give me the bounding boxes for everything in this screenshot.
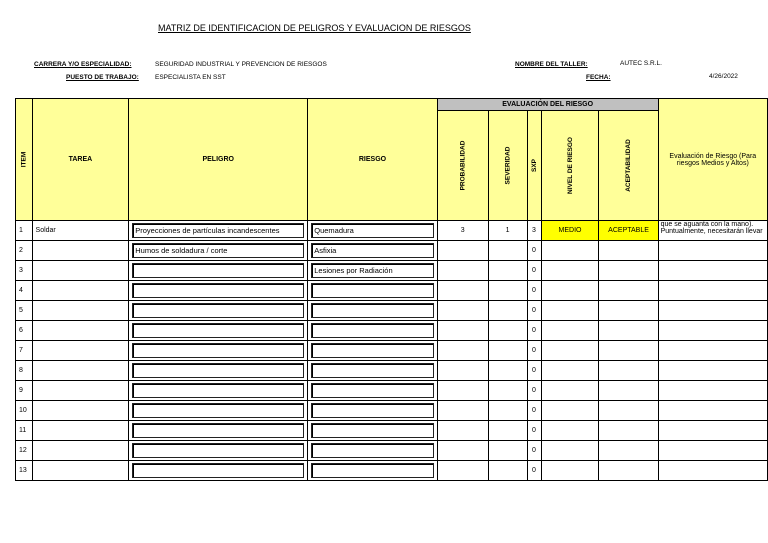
riesgo-cell — [308, 421, 437, 441]
tarea-cell[interactable] — [32, 421, 129, 441]
riesgo-cell — [308, 461, 437, 481]
severidad-cell[interactable] — [488, 381, 527, 401]
peligro-cell — [129, 461, 308, 481]
peligro-cell — [129, 301, 308, 321]
table-row — [16, 401, 768, 421]
peligro-cell — [129, 281, 308, 301]
probabilidad-cell[interactable]: 3 — [437, 221, 488, 241]
probabilidad-cell[interactable] — [437, 401, 488, 421]
workshop-value: AUTEC S.R.L. — [620, 60, 662, 67]
probabilidad-cell[interactable] — [437, 461, 488, 481]
riesgo-field[interactable] — [311, 403, 433, 418]
severidad-cell[interactable] — [488, 241, 527, 261]
riesgo-field[interactable] — [311, 283, 433, 298]
table-row — [16, 341, 768, 361]
item-number: 5 — [16, 301, 33, 321]
nivel-riesgo-cell — [541, 341, 599, 361]
peligro-cell — [129, 321, 308, 341]
riesgo-cell — [308, 441, 437, 461]
date-value: 4/26/2022 — [709, 73, 738, 80]
sxp-cell: 0 — [527, 361, 541, 381]
probabilidad-cell[interactable] — [437, 421, 488, 441]
riesgo-field[interactable]: Quemadura — [311, 223, 433, 238]
aceptabilidad-cell — [599, 281, 658, 301]
nivel-riesgo-cell — [541, 281, 599, 301]
riesgo-field[interactable] — [311, 383, 433, 398]
sxp-cell: 0 — [527, 301, 541, 321]
header-probabilidad: PROBABILIDAD — [437, 111, 488, 221]
date-label: FECHA: — [586, 74, 611, 81]
tarea-cell[interactable] — [32, 261, 129, 281]
post-label: PUESTO DE TRABAJO: — [66, 74, 139, 81]
severidad-cell[interactable] — [488, 301, 527, 321]
peligro-cell — [129, 221, 308, 241]
peligro-cell — [129, 401, 308, 421]
riesgo-field[interactable] — [311, 323, 433, 338]
evaluation-cell[interactable] — [658, 381, 767, 401]
sxp-cell: 0 — [527, 261, 541, 281]
tarea-cell[interactable]: Soldar — [32, 221, 129, 241]
item-number: 4 — [16, 281, 33, 301]
evaluation-cell[interactable]: que se aguanta con la mano). Puntualmente, necesitarán llevar — [658, 221, 767, 241]
severidad-cell[interactable] — [488, 461, 527, 481]
aceptabilidad-cell — [599, 421, 658, 441]
peligro-cell — [129, 341, 308, 361]
sxp-cell: 0 — [527, 421, 541, 441]
aceptabilidad-cell — [599, 381, 658, 401]
aceptabilidad-cell — [599, 261, 658, 281]
item-number: 13 — [16, 461, 33, 481]
tarea-cell[interactable] — [32, 321, 129, 341]
peligro-field[interactable] — [132, 443, 304, 458]
probabilidad-cell[interactable] — [437, 261, 488, 281]
tarea-cell[interactable] — [32, 461, 129, 481]
riesgo-field[interactable] — [311, 423, 433, 438]
sxp-cell: 0 — [527, 461, 541, 481]
peligro-field[interactable] — [132, 463, 304, 478]
item-number: 11 — [16, 421, 33, 441]
probabilidad-cell[interactable] — [437, 301, 488, 321]
table-row — [16, 321, 768, 341]
nivel-riesgo-cell — [541, 381, 599, 401]
peligro-cell — [129, 381, 308, 401]
table-row — [16, 221, 768, 241]
career-value: SEGURIDAD INDUSTRIAL Y PREVENCION DE RIESGOS — [155, 61, 327, 68]
riesgo-field[interactable] — [311, 463, 433, 478]
evaluation-cell[interactable] — [658, 241, 767, 261]
riesgo-field[interactable] — [311, 363, 433, 378]
header-item: ITEM — [16, 99, 33, 221]
riesgo-cell — [308, 221, 437, 241]
sxp-cell: 0 — [527, 341, 541, 361]
peligro-field[interactable] — [132, 423, 304, 438]
header-riesgo: RIESGO — [308, 99, 437, 221]
header-tarea: TAREA — [32, 99, 129, 221]
table-row — [16, 281, 768, 301]
table-row — [16, 381, 768, 401]
probabilidad-cell[interactable] — [437, 321, 488, 341]
header-row-group — [16, 99, 768, 111]
probabilidad-cell[interactable] — [437, 381, 488, 401]
riesgo-cell — [308, 241, 437, 261]
riesgo-field[interactable]: Lesiones por Radiación — [311, 263, 433, 278]
evaluation-cell[interactable] — [658, 421, 767, 441]
aceptabilidad-cell — [599, 341, 658, 361]
probabilidad-cell[interactable] — [437, 441, 488, 461]
workshop-label: NOMBRE DEL TALLER: — [515, 61, 588, 68]
item-number: 8 — [16, 361, 33, 381]
nivel-riesgo-cell — [541, 441, 599, 461]
nivel-riesgo-cell — [541, 421, 599, 441]
aceptabilidad-cell — [599, 241, 658, 261]
riesgo-field[interactable] — [311, 443, 433, 458]
riesgo-field[interactable] — [311, 303, 433, 318]
severidad-cell[interactable] — [488, 441, 527, 461]
item-number: 3 — [16, 261, 33, 281]
peligro-field[interactable] — [132, 263, 304, 278]
severidad-cell[interactable] — [488, 321, 527, 341]
item-number: 2 — [16, 241, 33, 261]
aceptabilidad-cell — [599, 401, 658, 421]
nivel-riesgo-cell — [541, 301, 599, 321]
header-severidad: SEVERIDAD — [488, 111, 527, 221]
evaluation-cell[interactable] — [658, 441, 767, 461]
riesgo-cell — [308, 381, 437, 401]
evaluation-cell[interactable] — [658, 281, 767, 301]
riesgo-cell — [308, 341, 437, 361]
item-number: 7 — [16, 341, 33, 361]
evaluation-cell[interactable] — [658, 461, 767, 481]
table-row — [16, 241, 768, 261]
riesgo-cell — [308, 281, 437, 301]
riesgo-cell — [308, 361, 437, 381]
sxp-cell: 0 — [527, 281, 541, 301]
peligro-field[interactable] — [132, 383, 304, 398]
table-row — [16, 261, 768, 281]
severidad-cell[interactable] — [488, 361, 527, 381]
evaluation-cell[interactable] — [658, 261, 767, 281]
peligro-field[interactable]: Humos de soldadura / corte — [132, 243, 304, 258]
table-row — [16, 301, 768, 321]
table-row — [16, 441, 768, 461]
career-label: CARRERA Y/O ESPECIALIDAD: — [34, 61, 132, 68]
tarea-cell[interactable] — [32, 341, 129, 361]
table-row — [16, 421, 768, 441]
item-number: 10 — [16, 401, 33, 421]
document-title: MATRIZ DE IDENTIFICACION DE PELIGROS Y EVALUACION DE RIESGOS — [158, 23, 471, 33]
evaluation-cell[interactable] — [658, 401, 767, 421]
riesgo-field[interactable]: Asfixia — [311, 243, 433, 258]
riesgo-cell — [308, 401, 437, 421]
aceptabilidad-cell — [599, 321, 658, 341]
peligro-cell — [129, 241, 308, 261]
tarea-cell[interactable] — [32, 281, 129, 301]
sxp-cell: 0 — [527, 441, 541, 461]
riesgo-cell — [308, 321, 437, 341]
item-number: 1 — [16, 221, 33, 241]
header-nivel: NIVEL DE RIESGO — [541, 111, 599, 221]
nivel-riesgo-cell — [541, 461, 599, 481]
item-number: 12 — [16, 441, 33, 461]
aceptabilidad-cell — [599, 461, 658, 481]
nivel-riesgo-cell — [541, 361, 599, 381]
riesgo-cell — [308, 261, 437, 281]
peligro-cell — [129, 261, 308, 281]
tarea-cell[interactable] — [32, 301, 129, 321]
peligro-cell — [129, 421, 308, 441]
severidad-cell[interactable] — [488, 281, 527, 301]
riesgo-field[interactable] — [311, 343, 433, 358]
sxp-cell: 0 — [527, 241, 541, 261]
peligro-field[interactable] — [132, 363, 304, 378]
evaluation-cell[interactable] — [658, 301, 767, 321]
item-number: 6 — [16, 321, 33, 341]
tarea-cell[interactable] — [32, 381, 129, 401]
header-evaluation-group: EVALUACIÓN DEL RIESGO — [437, 99, 658, 111]
sxp-cell: 0 — [527, 321, 541, 341]
post-value: ESPECIALISTA EN SST — [155, 74, 226, 81]
header-aceptabilidad: ACEPTABILIDAD — [599, 111, 658, 221]
peligro-cell — [129, 441, 308, 461]
sxp-cell: 0 — [527, 381, 541, 401]
table-row — [16, 461, 768, 481]
peligro-field[interactable] — [132, 403, 304, 418]
probabilidad-cell[interactable] — [437, 241, 488, 261]
evaluation-cell[interactable] — [658, 321, 767, 341]
severidad-cell[interactable] — [488, 401, 527, 421]
tarea-cell[interactable] — [32, 241, 129, 261]
sxp-cell: 3 — [527, 221, 541, 241]
peligro-field[interactable]: Proyecciones de partículas incandescentes — [132, 223, 304, 238]
risk-matrix-table — [15, 98, 768, 481]
header-sxp: SXP — [527, 111, 541, 221]
peligro-field[interactable] — [132, 323, 304, 338]
sxp-cell: 0 — [527, 401, 541, 421]
aceptabilidad-cell — [599, 361, 658, 381]
nivel-riesgo-cell — [541, 321, 599, 341]
tarea-cell[interactable] — [32, 401, 129, 421]
nivel-riesgo-cell — [541, 261, 599, 281]
nivel-riesgo-cell — [541, 401, 599, 421]
aceptabilidad-cell — [599, 301, 658, 321]
peligro-cell — [129, 361, 308, 381]
severidad-cell[interactable] — [488, 421, 527, 441]
peligro-field[interactable] — [132, 343, 304, 358]
header-evaluation: Evaluación de Riesgo (Para riesgos Medios y Altos) — [658, 99, 767, 221]
riesgo-cell — [308, 301, 437, 321]
peligro-field[interactable] — [132, 303, 304, 318]
nivel-riesgo-cell: MEDIO — [541, 221, 599, 241]
tarea-cell[interactable] — [32, 441, 129, 461]
severidad-cell[interactable] — [488, 261, 527, 281]
aceptabilidad-cell — [599, 441, 658, 461]
header-peligro: PELIGRO — [129, 99, 308, 221]
item-number: 9 — [16, 381, 33, 401]
probabilidad-cell[interactable] — [437, 341, 488, 361]
aceptabilidad-cell: ACEPTABLE — [599, 221, 658, 241]
tarea-cell[interactable] — [32, 361, 129, 381]
probabilidad-cell[interactable] — [437, 281, 488, 301]
table-row — [16, 361, 768, 381]
severidad-cell[interactable]: 1 — [488, 221, 527, 241]
probabilidad-cell[interactable] — [437, 361, 488, 381]
severidad-cell[interactable] — [488, 341, 527, 361]
peligro-field[interactable] — [132, 283, 304, 298]
evaluation-cell[interactable] — [658, 341, 767, 361]
evaluation-cell[interactable] — [658, 361, 767, 381]
nivel-riesgo-cell — [541, 241, 599, 261]
